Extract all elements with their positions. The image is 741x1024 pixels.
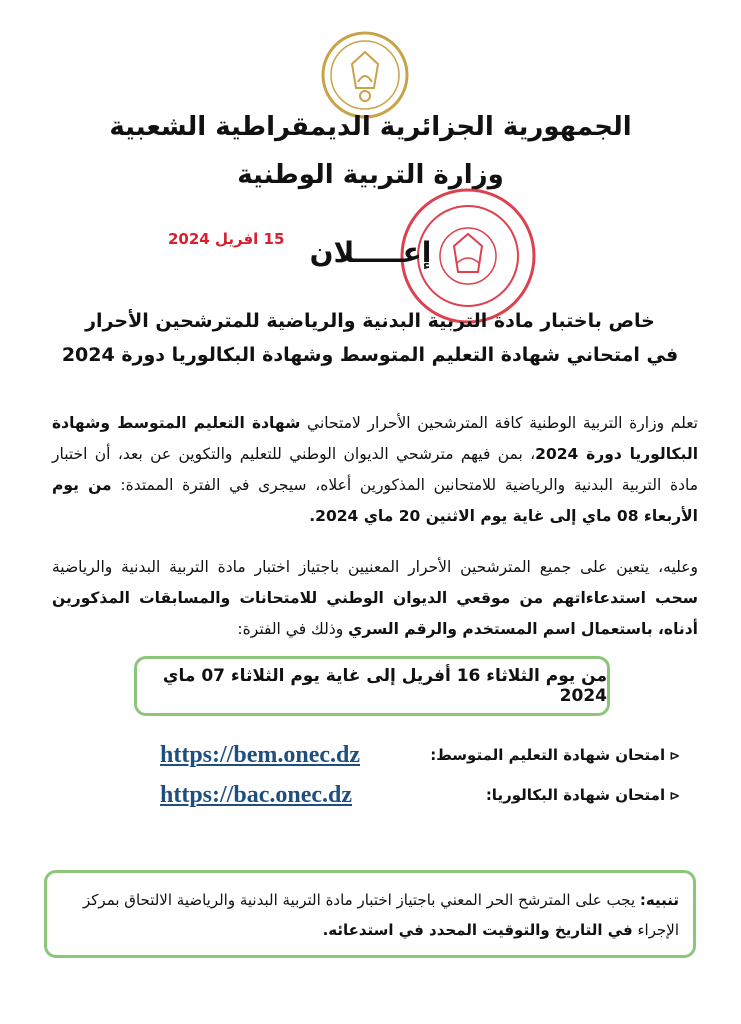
bem-link[interactable]: https://bem.onec.dz [160,741,360,768]
received-date-stamp: 15 افريل 2024 [168,230,285,248]
p1-bold-2: من يوم الأربعاء 08 ماي إلى غاية يوم الاثنين 20 ماي 2024. [52,476,698,525]
download-period-box: من يوم الثلاثاء 16 أفريل إلى غاية يوم الثلاثاء 07 ماي 2024 [134,656,610,716]
arrow-left-icon: ⊲ [669,789,680,804]
arrow-left-icon: ⊲ [669,749,680,764]
exam-bem-row [160,740,680,770]
notice-label: تنبيه: [639,891,679,909]
ministry-name: وزارة التربية الوطنية [237,160,504,190]
paragraph-exam-dates [52,408,698,532]
notice-box [44,870,696,958]
p2-bold-1: سحب استدعاءاتهم من موقعي الديوان الوطني للامتحانات والمسابقات المذكورين أدناه، باستعمال اسم المستخدم والرقم السري [52,589,698,638]
subtitle-line-1: خاص باختبار مادة التربية البدنية والرياضية للمترشحين الأحرار [85,310,655,332]
exam-bem-label [430,746,680,764]
notice-text: يجب على المترشح الحر المعني باجتياز اختبار مادة التربية البدنية والرياضية الالتحاق بمركز الإجراء [83,891,679,939]
p1-text-2: ، بمن فيهم مترشحي الديوان الوطني للتعليم والتكوين عن بعد، أن اختبار مادة التربية البدنية والرياضية للامتحانين المذكورين أعلاه، سيجرى في الفترة الممتدة: [52,445,699,494]
announcement-subtitle [40,304,700,372]
exam-bac-row [160,780,680,810]
subtitle-line-2: في امتحاني شهادة التعليم المتوسط وشهادة البكالوريا دورة 2024 [61,344,679,366]
bac-link[interactable]: https://bac.onec.dz [160,781,352,808]
p1-text-1: تعلم وزارة التربية الوطنية كافة المترشحين الأحرار لامتحاني [300,414,698,432]
announcement-title: إعـــــلان [309,236,432,269]
exam-bac-label [486,786,680,804]
exam-bem-label-text: امتحان شهادة التعليم المتوسط: [430,746,666,764]
p2-text-2: وذلك في الفترة: [237,620,349,638]
p2-text-1: وعليه، يتعين على جميع المترشحين الأحرار المعنيين باجتياز اختبار مادة التربية البدنية والرياضية [52,558,698,576]
exam-bac-label-text: امتحان شهادة البكالوريا: [485,786,666,804]
national-emblem-icon [320,30,410,120]
notice-bold: في التاريخ والتوقيت المحدد في استدعائه. [322,921,633,939]
p1-bold-1: شهادة التعليم المتوسط وشهادة البكالوريا دورة 2024 [52,414,699,463]
paragraph-convocation [52,552,698,645]
country-name: الجمهورية الجزائرية الديمقراطية الشعبية [109,112,632,142]
